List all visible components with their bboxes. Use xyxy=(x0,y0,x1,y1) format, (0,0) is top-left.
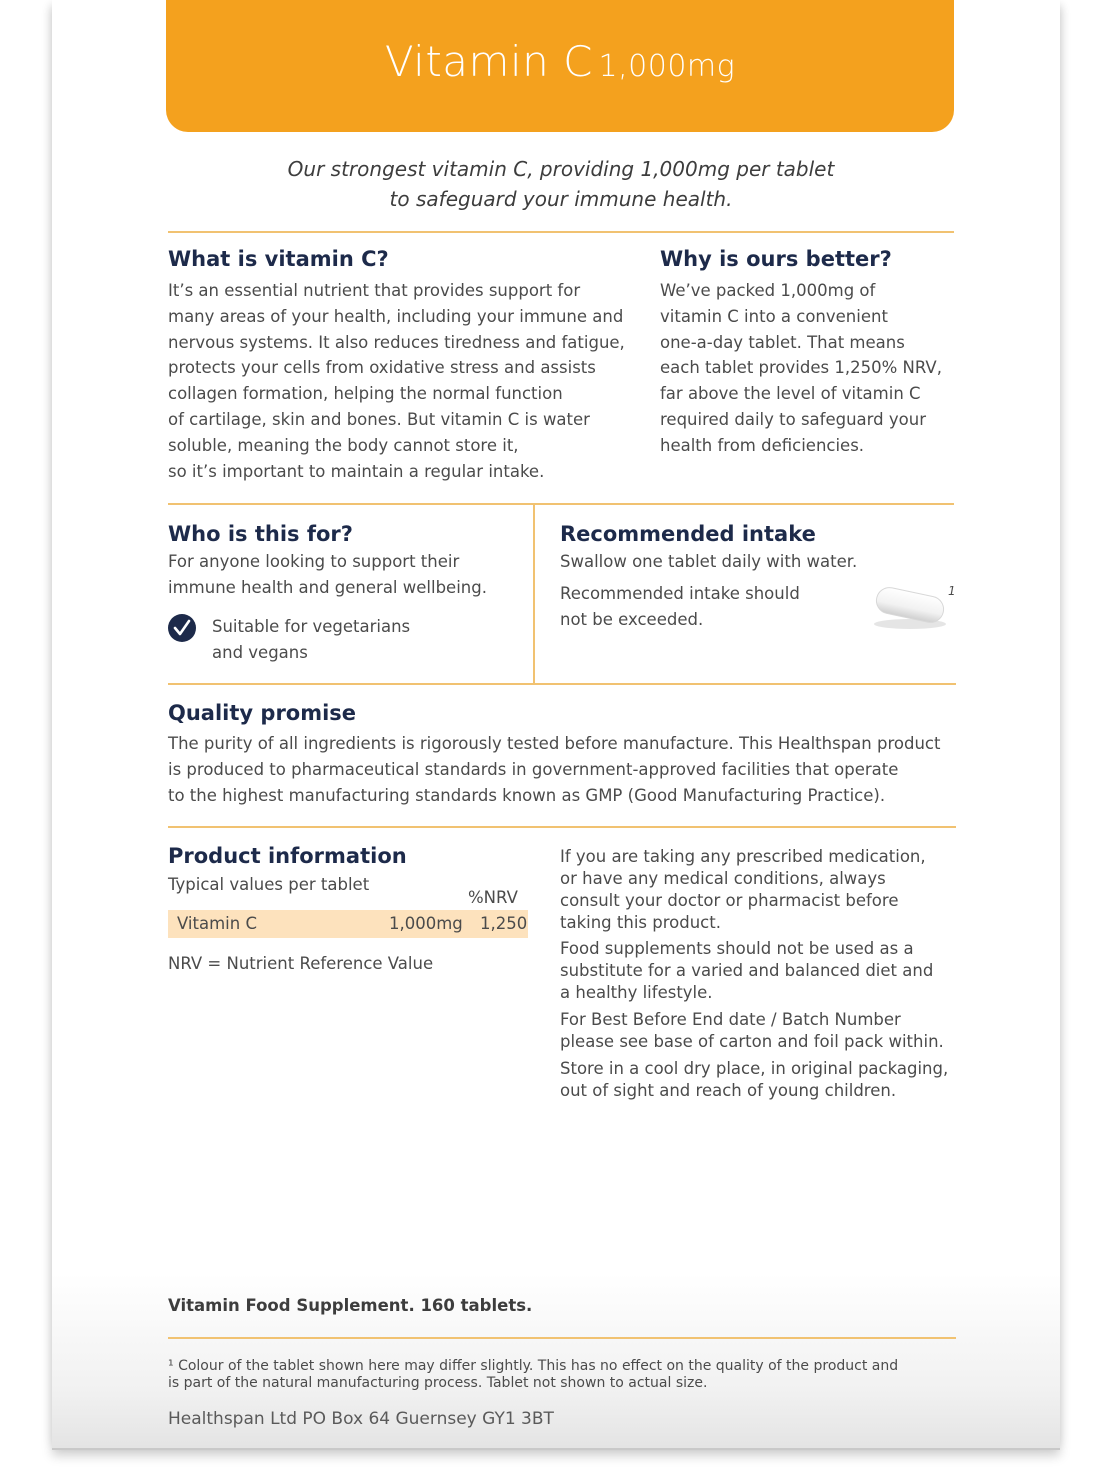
product-card xyxy=(52,0,1060,1450)
product-info-subheading: Typical values per tablet xyxy=(168,875,370,894)
advice-storage: Store in a cool dry place, in original packaging, out of sight and reach of young children. xyxy=(560,1059,949,1100)
product-info-heading: Product information xyxy=(168,844,407,868)
nutrient-row xyxy=(168,910,528,938)
why-better-body: We’ve packed 1,000mg of vitamin C into a convenient one-a-day tablet. That means each tablet provides 1,250% NRV, far above the level of vitamin C required daily to safeguard your health from deficiencies. xyxy=(660,281,942,455)
product-title xyxy=(385,37,735,86)
intake-heading: Recommended intake xyxy=(560,522,816,546)
why-better-heading: Why is ours better? xyxy=(660,247,892,271)
product-dose: 1,000mg xyxy=(598,48,736,84)
tagline: Our strongest vitamin C, providing 1,000mg per tablet to safeguard your immune health. xyxy=(287,157,835,211)
tablet-footnote-mark: 1 xyxy=(948,584,956,598)
intake-line-2: Recommended intake should not be exceeded. xyxy=(560,584,800,629)
nrv-note: NRV = Nutrient Reference Value xyxy=(168,954,434,973)
company-address: Healthspan Ltd PO Box 64 Guernsey GY1 3BT xyxy=(168,1409,554,1429)
vertical-divider xyxy=(533,505,535,683)
checkmark-icon xyxy=(168,614,196,642)
nutrient-name: Vitamin C xyxy=(177,914,257,933)
who-for-heading: Who is this for? xyxy=(168,522,353,546)
advice-diet: Food supplements should not be used as a substitute for a varied and balanced diet and a healthy lifestyle. xyxy=(560,939,934,1002)
nutrient-amount: 1,000mg xyxy=(389,914,463,933)
nrv-column-header: %NRV xyxy=(468,888,518,907)
product-name: Vitamin C xyxy=(384,36,593,86)
vegan-badge-text: Suitable for vegetarians and vegans xyxy=(212,617,411,662)
title-banner xyxy=(166,0,954,132)
supplement-description: Vitamin Food Supplement. 160 tablets. xyxy=(168,1296,533,1315)
divider-4 xyxy=(168,826,956,828)
divider-3 xyxy=(168,683,956,685)
intake-line-1: Swallow one tablet daily with water. xyxy=(560,552,858,571)
tablet-footnote: ¹ Colour of the tablet shown here may differ slightly. This has no effect on the quality of the product and is part of the natural manufacturing process. Tablet not shown to actual size. xyxy=(168,1358,899,1391)
what-is-body: It’s an essential nutrient that provides support for many areas of your health, including your immune and nervous systems. It also reduces tiredness and fatigue, protects your cells from oxidative stress and assists collagen formation, helping the normal function of cartilage, skin and bones. But vitamin C is water soluble, meaning the body cannot store it, so it’s important to maintain a regular intake. xyxy=(168,281,625,481)
divider-1 xyxy=(168,231,954,233)
who-for-body: For anyone looking to support their immune health and general wellbeing. xyxy=(168,552,487,597)
quality-body: The purity of all ingredients is rigorously tested before manufacture. This Healthspan product is produced to pharmaceutical standards in government-approved facilities that operate to the highest manufacturing standards known as GMP (Good Manufacturing Practice). xyxy=(168,734,941,805)
tablet-icon xyxy=(866,584,950,632)
quality-heading: Quality promise xyxy=(168,701,357,725)
what-is-heading: What is vitamin C? xyxy=(168,247,389,271)
advice-medication: If you are taking any prescribed medication, or have any medical conditions, always consult your doctor or pharmacist before taking this product. xyxy=(560,847,926,932)
divider-2 xyxy=(168,503,954,505)
advice-best-before: For Best Before End date / Batch Number please see base of carton and foil pack within. xyxy=(560,1010,944,1051)
nutrient-nrv: 1,250 xyxy=(480,914,528,933)
divider-5 xyxy=(168,1337,956,1339)
